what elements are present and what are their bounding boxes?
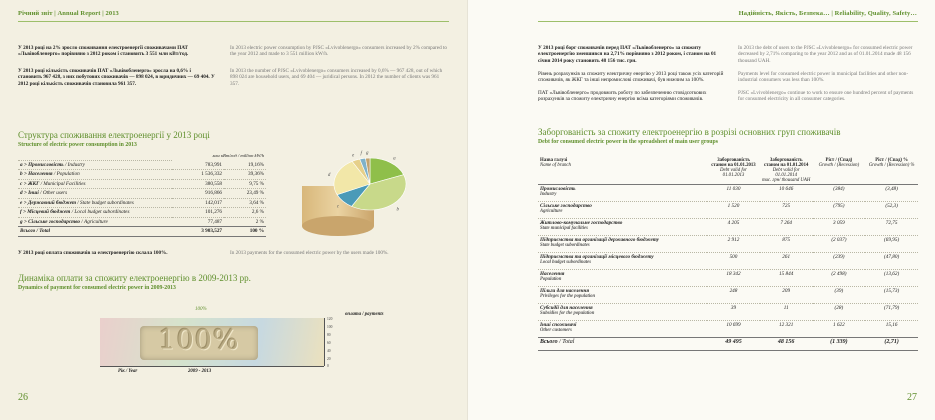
header-rule: [538, 21, 918, 22]
debt-2014: 10 646: [760, 185, 813, 202]
growth-pct: 72,75: [865, 219, 918, 236]
structure-value: 77,487: [172, 217, 224, 227]
structure-pct: 2,6 %: [224, 208, 266, 218]
structure-units: млн кВт/год / million kW/h: [212, 153, 264, 158]
structure-value: 101,276: [172, 208, 224, 218]
branch-name: Субсидії для населення Subsidies for the population: [538, 304, 707, 321]
structure-label: e > Державний бюджет / State budget subordinates: [18, 198, 172, 208]
debt-total-growth: (1 339): [813, 338, 866, 351]
axis-tick: 100: [327, 324, 333, 329]
debt-2013: 10 699: [707, 321, 760, 338]
debt-2013: 39: [707, 304, 760, 321]
pie-label-d: d: [327, 173, 331, 179]
structure-label: b > Населення / Population: [18, 170, 172, 180]
debt-total-2014: 48 156: [760, 338, 813, 351]
branch-name: Житлово-комунальне господарство State municipal facilities: [538, 219, 707, 236]
payments-big-text: 100%: [158, 325, 240, 356]
growth-pct: (47,80): [865, 253, 918, 270]
growth-pct: (52,3): [865, 202, 918, 219]
pie-label-f: f: [360, 151, 362, 157]
debt-table-row: [538, 321, 918, 338]
pie-label-b: b: [396, 207, 399, 213]
growth: (39): [813, 287, 866, 304]
debt-2014: 725: [760, 202, 813, 219]
consumption-en-text: In 2013 electric power consumption by PJSC «Lvivoblenergo» consumers increased by 2% compared to the year 2012 and made to 3 551 million kW/h.: [230, 45, 448, 58]
structure-total-pct: 100 %: [224, 227, 266, 237]
structure-row: [18, 170, 266, 180]
debt-2013: 18 342: [707, 270, 760, 287]
debt-subtitle: Debt for consumed electric power in the spreadsheet of main user groups: [538, 139, 718, 145]
debt-2013: 11 030: [707, 185, 760, 202]
structure-row: [18, 208, 266, 218]
left-page-header: Річний звіт | Annual Report | 2013: [18, 10, 119, 17]
payment-en-text: In 2013 payments for the consumed electric power by the users made 100%.: [230, 250, 389, 256]
debt-2013: 2 912: [707, 236, 760, 253]
structure-total-label: Всього / Total: [18, 227, 172, 237]
dynamics-axis-ticks: [327, 316, 337, 371]
growth-pct: (71,79): [865, 304, 918, 321]
debt-table-row: [538, 236, 918, 253]
consumption-ua-text: У 2013 році на 2% зросло споживання електроенергії споживачами ПАТ «Львівобленерго» порівняно з 2012 роком і становить 3 551 млн кВт/год.: [18, 45, 189, 58]
structure-value: 1 536,332: [172, 170, 224, 180]
dynamics-ylabel: оплата / payments: [345, 312, 384, 317]
growth: (795): [813, 202, 866, 219]
col-growth: Ріст / (Спад) Growth / (Recession): [813, 157, 866, 185]
dynamics-subtitle: Dynamics of payment for consumed electric power in 2009-2013: [18, 285, 176, 291]
debt-2014: 15 844: [760, 270, 813, 287]
pie-label-g: g: [366, 151, 369, 157]
growth: (28): [813, 304, 866, 321]
growth: (2 037): [813, 236, 866, 253]
customers-en-text: In 2013 the number of PJSC «Lvivoblenergo» consumers increased by 0,6% — 967 428, out of which 898 024 are household users, and 69 404 — juridical persons. In 2012 the number of clients was 961 357.: [230, 68, 443, 87]
debt-table-row: [538, 304, 918, 321]
debt-table-row: [538, 253, 918, 270]
debt-2013: 248: [707, 287, 760, 304]
structure-value: 142,017: [172, 198, 224, 208]
dynamics-x-axis: [100, 366, 324, 367]
debt-en-text-1: In 2013 the debt of users to the PJSC «Lvivoblenergo» for consumed electric power decreased by 2,71% comparing to the year 2012 and as of 01.01.2014 made 48 156 thousand UAH.: [738, 45, 913, 64]
debt-table-row: [538, 185, 918, 202]
structure-title: Структура споживання електроенергії у 2013 році: [18, 130, 210, 140]
right-page-number: 27: [907, 392, 917, 403]
branch-name: Підприємства та організації державного бюджету State budget subordinates: [538, 236, 707, 253]
growth: (384): [813, 185, 866, 202]
branch-name: Сільське господарство Agriculture: [538, 202, 707, 219]
header-rule: [18, 21, 449, 22]
debt-table-row: [538, 219, 918, 236]
debt-2013: 500: [707, 253, 760, 270]
col-growth-pct: Ріст / (Спад) % Growth / (Recession) %: [865, 157, 918, 185]
debt-table: [538, 157, 918, 351]
dynamics-xlabel: Рік / Year: [118, 369, 138, 374]
structure-row: [18, 179, 266, 189]
growth-pct: (69,95): [865, 236, 918, 253]
branch-name: Підприємства та організації місцевого бюджету Local budget subordinates: [538, 253, 707, 270]
growth: (2 498): [813, 270, 866, 287]
structure-label: a > Промисловість / Industry: [18, 160, 172, 170]
growth-pct: (3,48): [865, 185, 918, 202]
debt-2014: 875: [760, 236, 813, 253]
axis-tick: 60: [327, 340, 331, 345]
debt-total-row: [538, 338, 918, 351]
structure-pct: 19,16%: [224, 160, 266, 170]
debt-2013: 1 520: [707, 202, 760, 219]
structure-total-row: [18, 227, 266, 237]
col-debt-2013: Заборгованість станом на 01.01.2013 Debt valid for 01.01.2013: [707, 157, 760, 185]
structure-pct: 2 %: [224, 217, 266, 227]
pie-label-a: a: [393, 156, 396, 162]
branch-name: Промисловість Industry: [538, 185, 707, 202]
growth-pct: 15,16: [865, 321, 918, 338]
debt-table-row: [538, 287, 918, 304]
debt-2014: 261: [760, 253, 813, 270]
debt-total-2013: 49 495: [707, 338, 760, 351]
col-debt-2014: Заборгованість станом на 01.01.2014 Debt valid for 01.01.2014 тис. грн/ thousand UAH: [760, 157, 813, 185]
debt-title: Заборгованість за спожиту електроенергію в розрізі основних груп споживачів: [538, 127, 841, 137]
debt-total-label: Всього / Total: [538, 338, 707, 351]
debt-table-row: [538, 270, 918, 287]
structure-pct: 23,49 %: [224, 189, 266, 199]
debt-2014: 209: [760, 287, 813, 304]
debt-2014: 12 321: [760, 321, 813, 338]
payment-ua-text: У 2013 році оплата споживачів за електроенергію склала 100%.: [18, 250, 168, 256]
structure-label: f > Місцевий бюджет / Local budget subordinates: [18, 208, 172, 218]
branch-name: Пільги для населення Privileges for the population: [538, 287, 707, 304]
axis-tick: 0: [327, 364, 329, 369]
structure-row: [18, 198, 266, 208]
structure-pct: 39,36%: [224, 170, 266, 180]
structure-total-value: 3 903,527: [172, 227, 224, 237]
dynamics-100-label: 100%: [195, 307, 207, 312]
growth-pct: (13,62): [865, 270, 918, 287]
structure-value: 783,991: [172, 160, 224, 170]
growth: (239): [813, 253, 866, 270]
branch-name: Інші споживачі Other customers: [538, 321, 707, 338]
structure-pct: 3,64 %: [224, 198, 266, 208]
structure-label: g > Сільське господарство / Agriculture: [18, 217, 172, 227]
dynamics-period: 2009 - 2013: [188, 369, 212, 374]
structure-row: [18, 189, 266, 199]
debt-table-row: [538, 202, 918, 219]
customers-ua-text: У 2013 році кількість споживачів ПАТ «Львівобленерго» зросла на 0,6% і становить 967 428, з них побутових споживачів — 898 024, в юридичних — 69 404. У 2012 році кількість споживачів становила 961 357.: [18, 68, 215, 87]
consumption-pie-chart: [292, 150, 442, 238]
debt-2014: 7 264: [760, 219, 813, 236]
left-page: [0, 0, 467, 420]
growth-pct: (15,73): [865, 287, 918, 304]
axis-tick: 80: [327, 332, 331, 337]
debt-table-header: [538, 157, 918, 185]
structure-row: [18, 160, 266, 170]
dynamics-title: Динаміка оплати за спожиту електроенергію в 2009-2013 рр.: [18, 273, 251, 283]
debt-ua-text-2: Рівень розрахунків за спожиту електричну енергію у 2013 році також усіх категорій споживачів, як ЖКГ та інші непромислові споживачі, був нижчим за 100%.: [538, 71, 724, 84]
axis-tick: 20: [327, 356, 331, 361]
debt-2014: 11: [760, 304, 813, 321]
debt-ua-text-1: У 2013 році борг споживачів перед ПАТ «Львівобленерго» за спожиту електроенергію зменшився на 2,71% порівняно з 2012 роком, і станом на 01 січня 2014 року становить 48 156 тис. грн.: [538, 45, 717, 64]
axis-tick: 40: [327, 348, 331, 353]
dynamics-axis: [324, 318, 325, 366]
debt-en-text-2: Payments level for consumed electric power in municipal facilities and other non-industrial consumers was less than 100%.: [738, 71, 909, 84]
pie-label-e: e: [352, 153, 355, 159]
branch-name: Населення Population: [538, 270, 707, 287]
growth: 3 059: [813, 219, 866, 236]
structure-value: 380,558: [172, 179, 224, 189]
structure-table: [18, 151, 266, 237]
growth: 1 622: [813, 321, 866, 338]
col-name: Назва галузі Name of branch: [538, 157, 707, 185]
structure-subtitle: Structure of electric power consumption in 2013: [18, 142, 137, 148]
structure-pct: 9,75 %: [224, 179, 266, 189]
debt-ua-text-3: ПАТ «Львівобленерго» продовжить роботу по забезпеченню стовідсоткових розрахунків за спожиту електричну енергію всіма категоріями споживачів.: [538, 90, 707, 103]
axis-tick: 120: [327, 317, 333, 321]
debt-total-pct: (2,71): [865, 338, 918, 351]
structure-label: d > Інші / Other users: [18, 189, 172, 199]
pie-label-c: c: [336, 204, 340, 210]
debt-2013: 4 205: [707, 219, 760, 236]
structure-value: 916,866: [172, 189, 224, 199]
right-page-header: Надійність, Якість, Безпека… | Reliability, Quality, Safety…: [738, 10, 917, 17]
left-page-number: 26: [18, 392, 28, 403]
structure-row: [18, 217, 266, 227]
debt-en-text-3: PJSC «Lvivoblenergo» continue to work to ensure one hundred percent of payments for consumed electricity in all consumer categories.: [738, 90, 914, 103]
pie-base: [302, 216, 374, 236]
structure-label: c > ЖКГ / Municipal Facilities: [18, 179, 172, 189]
